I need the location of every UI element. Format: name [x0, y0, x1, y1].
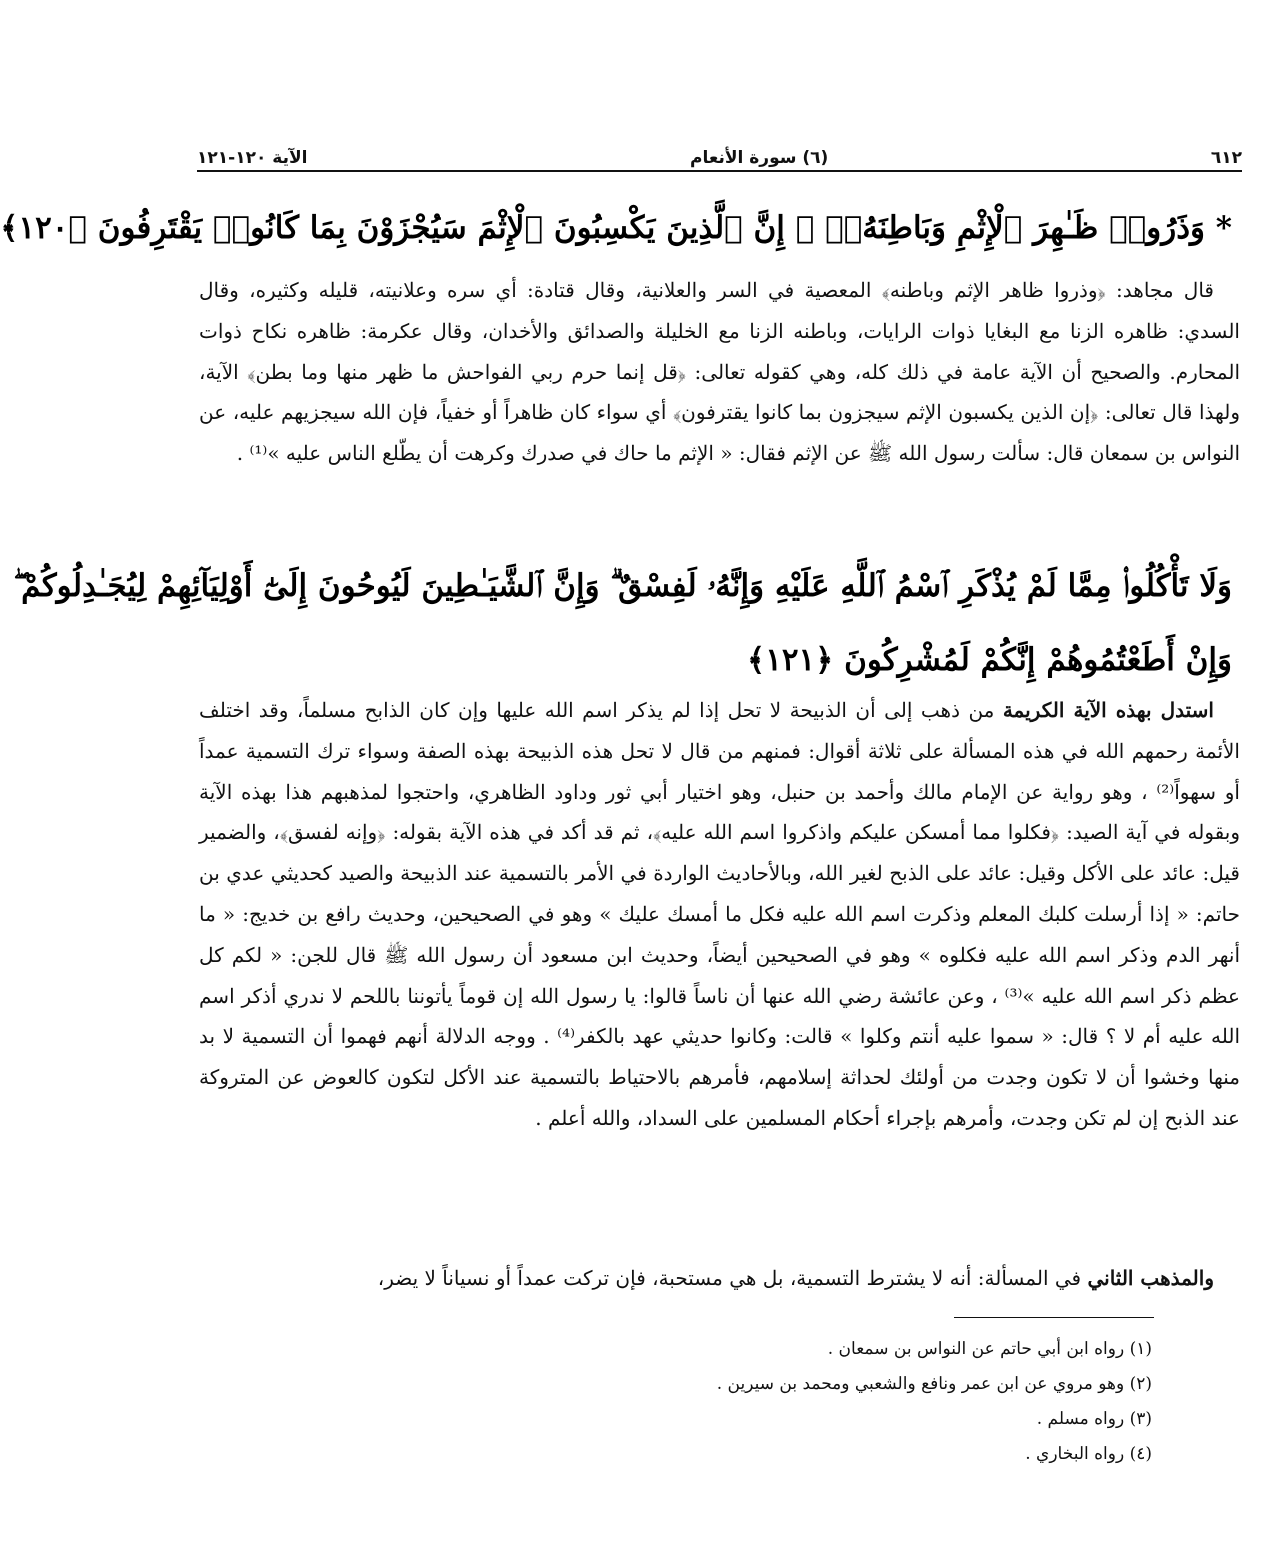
ayah-range: الآية ١٢٠-١٢١ [197, 148, 308, 168]
footnote-2: (٢) وهو مروي عن ابن عمر ونافع والشعبي ومحمد بن سيرين . [716, 1374, 1152, 1394]
footnote-divider [954, 1317, 1154, 1318]
paragraph-lead: والمذهب الثاني [1087, 1266, 1214, 1290]
footnote-4: (٤) رواه البخاري . [1025, 1444, 1152, 1464]
paragraph-body: من ذهب إلى أن الذبيحة لا تحل إذا لم يذكر اسم الله عليها وإن كان الذابح مسلماً، وقد اختلف الأئمة رحمهم الله في هذه المسألة على ثلاثة أقوال: فمنهم من قال لا تحل هذه الذبيحة بهذه الصفة وسواء ترك التسمية عمداً أو سهواً⁽²⁾ ، وهو رواية عن الإمام مالك وأحمد بن حنبل، وهو اختيار أبي ثور وداود الظاهري، واحتجوا لمذهبهم هذا بهذه الآية وبقوله في آية الصيد: ﴿فكلوا مما أمسكن عليكم واذكروا اسم الله عليه﴾، ثم قد أكد في هذه الآية بقوله: ﴿وإنه لفسق﴾، والضمير قيل: عائد على الأكل وقيل: عائد على الذبح لغير الله، وبالأحاديث الواردة في الأمر بالتسمية عند الذبيحة والصيد كحديثي عدي بن حاتم: « إذا أرسلت كلبك المعلم وذكرت اسم الله عليه فكل ما أمسك عليك » وهو في الصحيحين، وحديث رافع بن خديج: « ما أنهر الدم وذكر اسم الله عليه فكلوه » وهو في الصحيحين أيضاً، وحديث ابن مسعود أن رسول الله ﷺ قال للجن: « لكم كل عظم ذكر اسم الله عليه »⁽³⁾ ، وعن عائشة رضي الله عنها أن ناساً قالوا: يا رسول الله إن قوماً يأتوننا باللحم لا ندري أذكر اسم الله عليه أم لا ؟ قال: « سموا عليه أنتم وكلوا » قالت: وكانوا حديثي عهد بالكفر⁽⁴⁾ . ووجه الدلالة أنهم فهموا أن التسمية لا بد منها وخشوا أن لا تكون وجدت من أولئك لحداثة إسلامهم، فأمرهم بالاحتياط بالتسمية عند الأكل لتكون كالعوض عن المتروكة عند الذبح إن لم تكن وجدت، وأمرهم بإجراء أحكام المسلمين على السداد، والله أعلم . [199, 698, 1241, 1130]
paragraph-lead: استدل بهذه الآية الكريمة [1002, 698, 1214, 722]
footnotes [287, 1332, 1152, 1472]
tafsir-paragraph-2 [199, 690, 1240, 1139]
quran-verse-121-line-1: وَلَا تَأْكُلُوا۟ مِمَّا لَمْ يُذْكَرِ ٱسْمُ ٱللَّهِ عَلَيْهِ وَإِنَّهُۥ لَفِسْقٌ ۗ وَإِنَّ ٱلشَّيَـٰطِينَ لَيُوحُونَ إِلَىٰٓ أَوْلِيَآئِهِمْ لِيُجَـٰدِلُوكُمْ ۖ [13, 568, 1232, 604]
header-divider [197, 170, 1242, 172]
tafsir-paragraph-3 [199, 1258, 1240, 1299]
footnote-1: (١) رواه ابن أبي حاتم عن النواس بن سمعان . [827, 1339, 1152, 1359]
page-header [197, 128, 1242, 168]
surah-title: (٦) سورة الأنعام [690, 148, 829, 168]
footnote-3: (٣) رواه مسلم . [1036, 1409, 1152, 1429]
quran-verse-120: * وَذَرُوا۟ ظَـٰهِرَ ٱلْإِثْمِ وَبَاطِنَهُۥٓ ۚ إِنَّ ٱلَّذِينَ يَكْسِبُونَ ٱلْإِثْمَ سَيُجْزَوْنَ بِمَا كَانُوا۟ يَقْتَرِفُونَ ﴿١٢٠﴾ [0, 210, 1232, 246]
page-number: ٦١٢ [1210, 148, 1242, 168]
quran-verse-121-line-2: وَإِنْ أَطَعْتُمُوهُمْ إِنَّكُمْ لَمُشْرِكُونَ ﴿١٢١﴾ [747, 642, 1232, 678]
paragraph-body: في المسألة: أنه لا يشترط التسمية، بل هي مستحبة، فإن تركت عمداً أو نسياناً لا يضر، [377, 1266, 1088, 1290]
tafsir-paragraph-1: قال مجاهد: ﴿وذروا ظاهر الإثم وباطنه﴾ المعصية في السر والعلانية، وقال قتادة: أي سره وعلانيته، قليله وكثيره، وقال السدي: ظاهره الزنا مع البغايا ذوات الرايات، وباطنه الزنا مع الخليلة والصدائق والأخدان، وقال عكرمة: ظاهره نكاح ذوات المحارم. والصحيح أن الآية عامة في ذلك كله، وهي كقوله تعالى: ﴿قل إنما حرم ربي الفواحش ما ظهر منها وما بطن﴾ الآية، ولهذا قال تعالى: ﴿إن الذين يكسبون الإثم سيجزون بما كانوا يقترفون﴾ أي سواء كان ظاهراً أو خفياً، فإن الله سيجزيهم عليه، عن النواس بن سمعان قال: سألت رسول الله ﷺ عن الإثم فقال: « الإثم ما حاك في صدرك وكرهت أن يطّلع الناس عليه »⁽¹⁾ . [199, 278, 1241, 466]
